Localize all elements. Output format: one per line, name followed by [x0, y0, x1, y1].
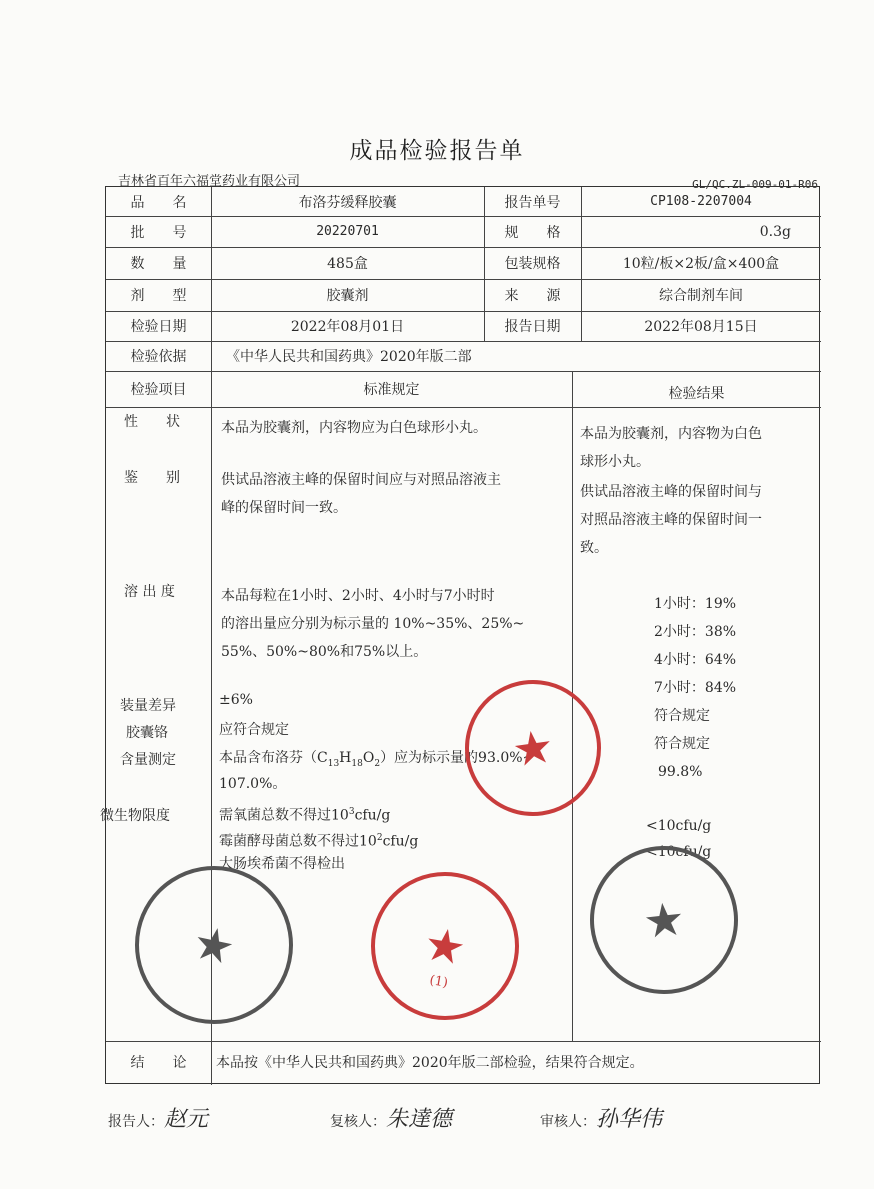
- item-dissolution-standard-2: 的溶出量应分别为标示量的 10%~35%、25%~: [221, 616, 525, 632]
- item-assay-standard-2: 107.0%。: [219, 776, 287, 792]
- column-result: 检验结果: [668, 386, 725, 402]
- item-weight-variation-standard: ±6%: [219, 692, 253, 708]
- value-quantity: 485盒: [327, 256, 368, 272]
- item-appearance-label: 性 状: [124, 414, 180, 430]
- item-microbial-standard-3: 大肠埃希菌不得检出: [219, 856, 345, 872]
- item-capsule-shell-label: 胶囊铬: [126, 725, 168, 741]
- item-identification-standard-2: 峰的保留时间一致。: [221, 500, 347, 516]
- item-dissolution-result-2: 2小时：38%: [654, 624, 737, 640]
- item-identification-result-2: 对照品溶液主峰的保留时间一: [580, 512, 762, 528]
- label-form: 剂 型: [130, 288, 187, 304]
- item-microbial-standard-1: 需氧菌总数不得过$10^3cfu/g$: [219, 807, 391, 824]
- label-product-name: 品 名: [130, 194, 187, 211]
- company-name: 吉林省百年六福堂药业有限公司: [118, 174, 301, 189]
- value-source: 综合制剂车间: [659, 288, 743, 304]
- item-appearance-result-1: 本品为胶囊剂，内容物为白色: [580, 426, 762, 442]
- item-identification-result-3: 致。: [580, 540, 608, 556]
- approver-signature: 审核人：孙华伟: [540, 1107, 663, 1132]
- item-dissolution-result-3: 4小时：64%: [654, 652, 737, 668]
- item-capsule-shell-result: 符合规定: [654, 736, 710, 752]
- item-assay-standard: 本品含布洛芬$(C_{13}H_{18}O_2)$应为标示量的93.0%~: [219, 750, 535, 769]
- value-inspect-date: 2022年08月01日: [290, 319, 405, 335]
- star-icon: ★: [640, 890, 688, 950]
- reporter-signature: 报告人：赵元: [108, 1107, 209, 1132]
- item-microbial-label: 微生物限度: [100, 808, 170, 824]
- value-packing: 10粒/板×2板/盒×400盒: [622, 256, 780, 272]
- value-report-date: 2022年08月15日: [644, 319, 758, 335]
- star-icon: ★: [419, 915, 471, 977]
- value-basis: 《中华人民共和国药典》2020年版二部: [226, 349, 472, 365]
- item-identification-result-1: 供试品溶液主峰的保留时间与: [580, 484, 762, 500]
- item-weight-variation-label: 装量差异: [120, 698, 176, 714]
- value-product-name: 布洛芬缓释胶囊: [298, 194, 397, 211]
- stamp-inner-number: (1): [428, 972, 450, 991]
- label-source: 来 源: [504, 288, 561, 304]
- item-assay-result: 99.8%: [658, 764, 703, 780]
- item-microbial-result-1: <10cfu/g: [646, 818, 712, 834]
- value-form: 胶囊剂: [326, 288, 369, 304]
- item-dissolution-result-1: 1小时：19%: [654, 596, 737, 612]
- label-quantity: 数 量: [130, 256, 187, 272]
- item-appearance-result-2: 球形小丸。: [580, 454, 650, 470]
- item-microbial-result-2: <10cfu/g: [646, 844, 712, 860]
- star-icon: ★: [188, 914, 240, 976]
- item-conclusion-text: 本品按《中华人民共和国药典》2020年版二部检验，结果符合规定。: [216, 1055, 644, 1071]
- item-capsule-shell-standard: 应符合规定: [219, 722, 289, 738]
- value-batch: 20220701: [316, 224, 379, 239]
- item-conclusion-label: 结 论: [130, 1055, 187, 1071]
- item-weight-variation-result: 符合规定: [654, 708, 710, 724]
- label-inspect-date: 检验日期: [130, 319, 187, 335]
- star-icon: ★: [508, 718, 558, 778]
- document-code: GL/QC.ZL-009-01-R06: [692, 178, 818, 191]
- column-item: 检验项目: [130, 382, 187, 398]
- label-spec: 规 格: [504, 224, 561, 241]
- label-basis: 检验依据: [130, 349, 187, 365]
- item-dissolution-standard-3: 55%、50%~80%和75%以上。: [221, 644, 428, 660]
- label-packing: 包装规格: [504, 256, 561, 272]
- value-report-no: CP108-2207004: [650, 194, 752, 209]
- item-identification-label: 鉴 别: [124, 470, 180, 486]
- reviewer-signature: 复核人：朱達德: [330, 1107, 453, 1132]
- item-microbial-standard-2: 霉菌酵母菌总数不得过$10^2cfu/g$: [219, 833, 419, 850]
- label-report-date: 报告日期: [504, 319, 561, 335]
- report-title: 成品检验报告单: [349, 138, 525, 164]
- item-identification-standard-1: 供试品溶液主峰的保留时间应与对照品溶液主: [221, 472, 501, 488]
- item-dissolution-standard-1: 本品每粒在1小时、2小时、4小时与7小时时: [221, 588, 495, 604]
- column-standard: 标准规定: [363, 382, 420, 398]
- item-appearance-standard: 本品为胶囊剂，内容物应为白色球形小丸。: [221, 420, 487, 436]
- item-dissolution-result-4: 7小时：84%: [654, 680, 737, 696]
- item-assay-label: 含量测定: [120, 752, 176, 768]
- value-spec: 0.3g: [759, 223, 791, 240]
- label-report-no: 报告单号: [504, 194, 561, 211]
- item-dissolution-label: 溶 出 度: [124, 584, 175, 600]
- label-batch: 批 号: [130, 224, 187, 241]
